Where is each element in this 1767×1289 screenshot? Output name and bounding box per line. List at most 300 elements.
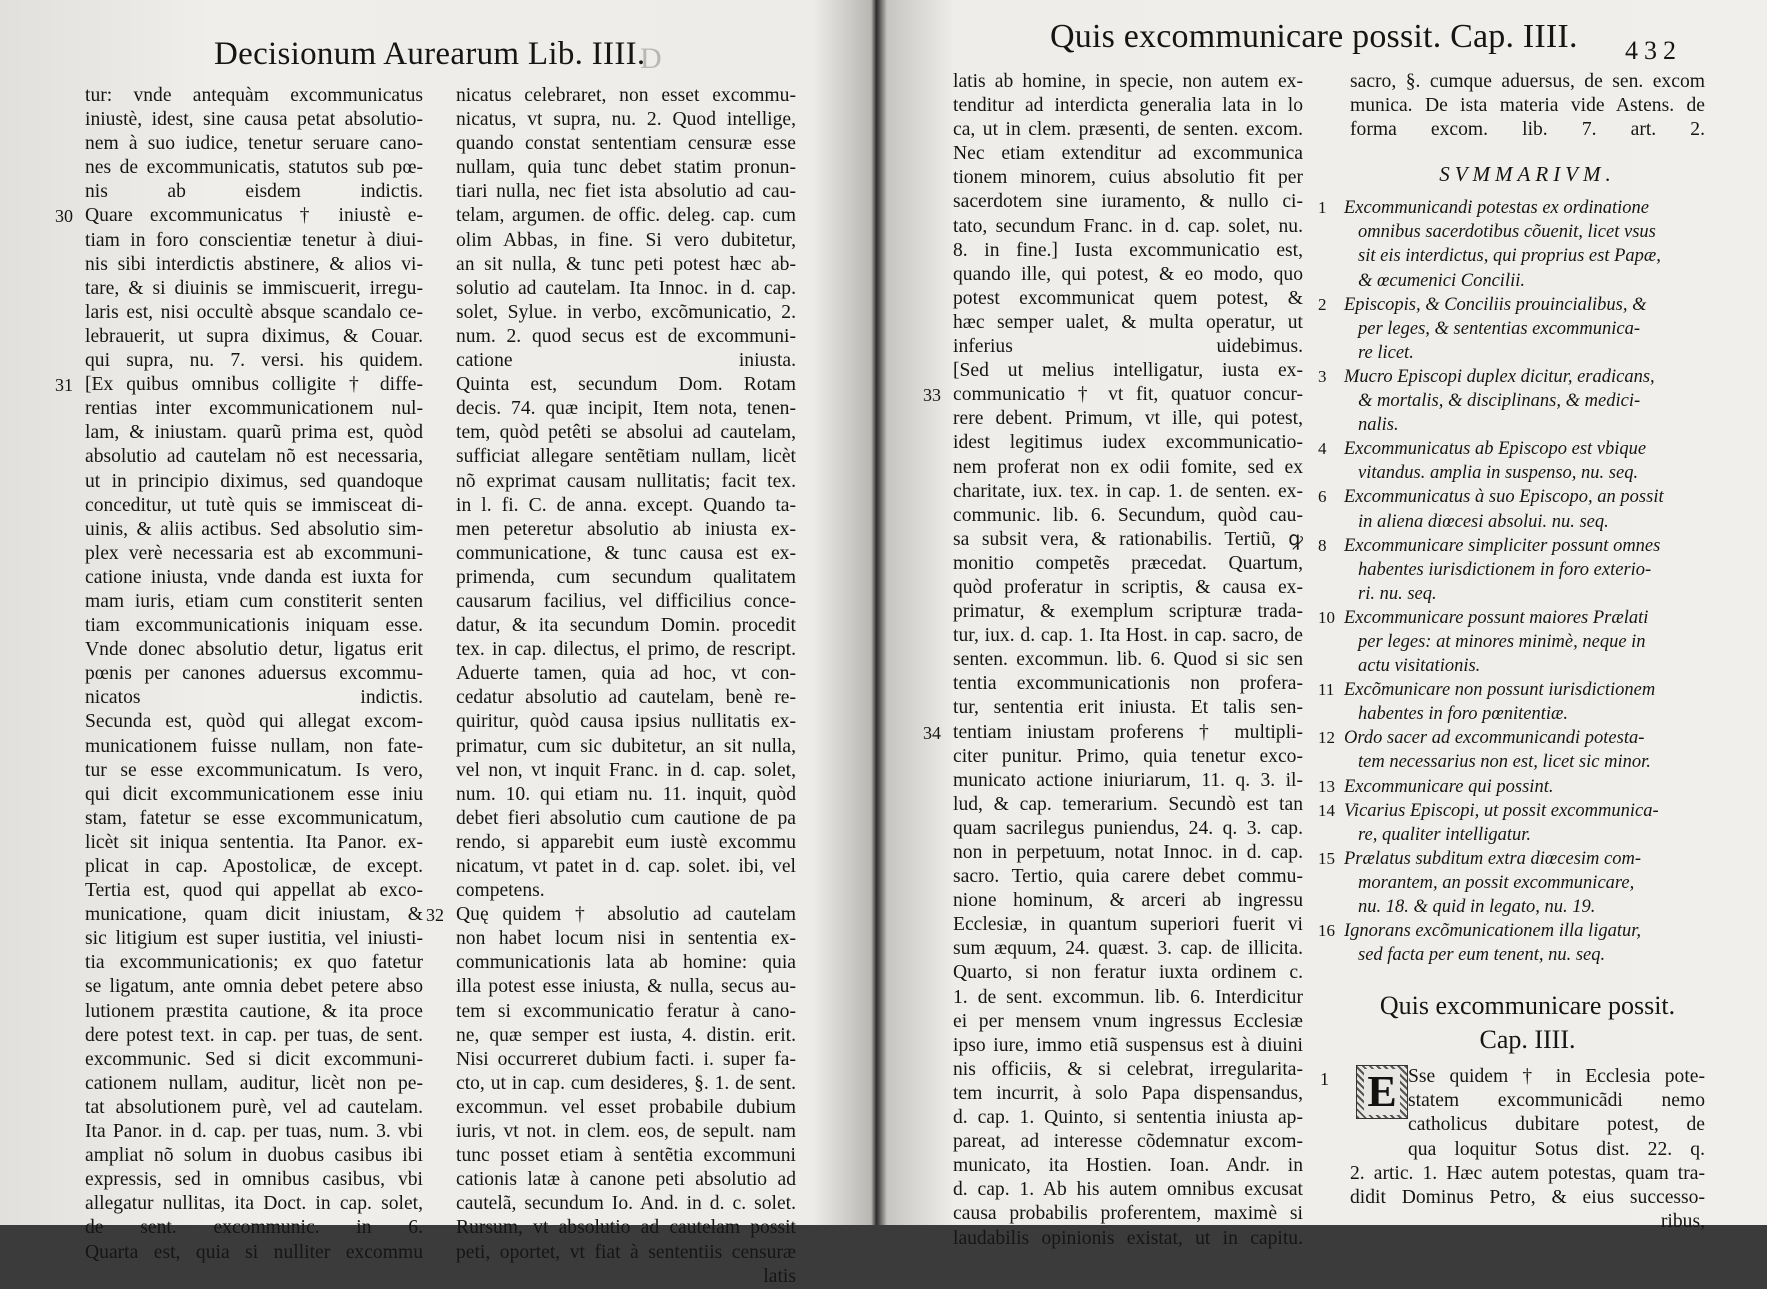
line-text: idest legitimus iudex excommunicatio- (953, 432, 1303, 454)
line-text: statem excommunicãdi nemo (1408, 1090, 1705, 1112)
line-text: rendo, si apparebit eum iustè excommu (456, 831, 796, 853)
line-text: 2. artic. 1. Hæc autem potestas, quam tra- (1350, 1162, 1705, 1184)
entry-number: 6 (1318, 487, 1327, 507)
entry-line: vitandus. amplia in suspenso, nu. seq. (1358, 463, 1639, 484)
line-text: excommun. vel esset probabile dubium (456, 1096, 796, 1118)
line-text: primenda, cum secundum qualitatem (456, 566, 796, 588)
running-header: Quis excommunicare possit. Cap. IIII. (1050, 18, 1578, 55)
text-line (456, 204, 796, 228)
line-text: iniustè, idest, sine causa petat absolutio- (85, 109, 423, 131)
line-text: ipso iure, immo etiã suspensus est à diuini (953, 1034, 1303, 1056)
line-text: qua loquitur Sotus dist. 22. q. (1408, 1138, 1705, 1160)
entry-line: ri. nu. seq. (1358, 583, 1437, 604)
line-text: ca, ut in clem. præsenti, de senten. excom. (953, 119, 1303, 141)
line-text: nes de excommunicatis, statutos sub pœ- (85, 157, 423, 179)
line-text: ribus, (1660, 1210, 1705, 1232)
text-line (953, 1130, 1303, 1154)
line-text: in l. fi. C. de anna. except. Quando ta- (456, 494, 796, 516)
line-text: tat absolutionem purè, vel ad cautelam. (85, 1096, 423, 1118)
entry-line: re licet. (1358, 342, 1414, 363)
entry-number: 15 (1318, 848, 1335, 868)
text-line (85, 855, 423, 879)
text-line (85, 927, 423, 951)
text-line (85, 542, 423, 566)
text-line (953, 1202, 1303, 1226)
entry-number: 8 (1318, 535, 1327, 555)
text-line (923, 721, 1303, 745)
line-text: nõ exprimat causam nullitatis; facit tex. (456, 470, 796, 492)
text-line (85, 903, 423, 927)
text-line (953, 1010, 1303, 1034)
line-text: competens. (456, 880, 545, 902)
entry-number: 14 (1318, 800, 1335, 820)
text-line (456, 975, 796, 999)
text-line (456, 1216, 796, 1240)
line-text: tem si excommunicatio feratur à cano- (456, 1000, 796, 1022)
text-line (456, 735, 796, 759)
left-page (0, 0, 870, 1287)
text-line (953, 1178, 1303, 1202)
line-text: peti, oportet, vt fiat à sententiis censuræ (456, 1241, 796, 1263)
text-line (953, 624, 1303, 648)
text-line (953, 528, 1303, 552)
line-text: Vnde donec absolutio detur, ligatus erit (85, 639, 423, 661)
line-text: Quare excommunicatus † iniustè e- (85, 205, 423, 227)
line-text: tiam excommunicationis iniquam esse. (85, 615, 423, 637)
line-text: tentia excommunicationis non profera- (953, 673, 1303, 695)
line-text: lutionem præstita cautione, & ita proce (85, 1000, 423, 1022)
line-text: men peteretur absolutio ab iniusta ex- (456, 518, 796, 540)
line-text: nem proferat non ex odii fomite, sed ex (953, 456, 1303, 478)
text-line (85, 494, 423, 518)
summarium-entry (1320, 437, 1705, 485)
line-text: ut in principio diximus, sed quandoque (85, 470, 423, 492)
line-text: sacro. Tertio, quia carere debet commu- (953, 866, 1303, 888)
text-line (953, 335, 1303, 359)
entry-line: Excommunicatus à suo Episcopo, an possit (1344, 487, 1664, 508)
text-line (85, 975, 423, 999)
text-line (456, 710, 796, 734)
summarium-entry (1320, 196, 1705, 292)
chapter-number: Cap. IIII. (1479, 1025, 1576, 1055)
text-line (953, 552, 1303, 576)
text-line (1350, 1065, 1705, 1089)
text-line (85, 1072, 423, 1096)
line-text: rentias inter excommunicationem nul- (85, 398, 423, 420)
line-text: vel non, vt inquit Franc. in d. cap. solet, (456, 759, 796, 781)
line-text: cto, ut in cap. cum desideres, §. 1. de sent. (456, 1072, 796, 1094)
entry-line: Ignorans excõmunicationem illa ligatur, (1344, 921, 1641, 942)
entry-line: in aliena diœcesi absolui. nu. seq. (1358, 511, 1609, 532)
text-line (85, 180, 423, 204)
line-text: cautelã, secundum Io. And. in d. c. solet. (456, 1193, 796, 1215)
text-line (85, 156, 423, 180)
line-text: tia excommunicationis; ex quo fatetur (85, 952, 423, 974)
line-text: mam iuris, etiam cum constiterit senten (85, 590, 423, 612)
line-text: latis ab homine, in specie, non autem ex- (953, 71, 1303, 92)
entry-line: Ordo sacer ad excommunicandi potesta- (1344, 728, 1645, 749)
line-text: tur se esse excommunicatum. Is vero, (85, 759, 423, 781)
summarium-entry (1320, 847, 1705, 919)
entry-number: 12 (1318, 728, 1335, 748)
line-text: allegatur nullitas, ita Doct. in cap. solet, (85, 1193, 423, 1215)
chapter-body (1320, 1065, 1705, 1234)
text-line (953, 239, 1303, 263)
text-line (953, 961, 1303, 985)
text-line (85, 445, 423, 469)
line-text: causarum facilius, vel difficilius conce- (456, 590, 796, 612)
text-line (953, 118, 1303, 142)
line-text: excommunic. Sed si dicit excommuni- (85, 1048, 423, 1070)
text-line (456, 831, 796, 855)
text-line (456, 421, 796, 445)
text-line (85, 614, 423, 638)
text-line (456, 1000, 796, 1024)
entry-line: & œcumenici Concilii. (1358, 270, 1525, 291)
line-text: municatione, quam dicit iniustam, & (85, 904, 423, 926)
line-text: an sit nulla, & tunc peti potest hæc ab- (456, 253, 796, 275)
text-line (953, 190, 1303, 214)
text-line (85, 783, 423, 807)
text-line (456, 277, 796, 301)
line-text: pareat, ad interesse cõdemnatur excom- (953, 1131, 1303, 1153)
text-line: forma excom. lib. 7. art. 2. (1350, 119, 1705, 141)
text-line (456, 1024, 796, 1048)
entry-line: Excommunicandi potestas ex ordinatione (1344, 198, 1650, 219)
text-line (85, 879, 423, 903)
line-text: de sent. excommunic. in 6. (85, 1217, 423, 1239)
text-line (456, 879, 796, 903)
line-text: tiari nulla, nec fiet ista absolutio ad cau- (456, 181, 796, 203)
line-text: iuris, vt not. in clem. eos, de sepult. nam (456, 1121, 796, 1143)
entry-line: nalis. (1358, 415, 1399, 436)
line-text: se ligatum, ante omnia debet petere abso (85, 976, 423, 998)
text-line (1350, 1138, 1705, 1162)
text-line (456, 445, 796, 469)
line-text: sufficiat allegare sentẽtiam nullam, licèt (456, 446, 796, 468)
line-text: lud, & cap. temerarium. Secundò est tan (953, 793, 1303, 815)
line-text: sa subsit vera, & rationabilis. Tertiũ, ꝙ (953, 528, 1303, 550)
text-line (85, 1144, 423, 1168)
text-line (953, 576, 1303, 600)
line-text: citer punitur. Primo, quia tenetur exco- (953, 745, 1303, 767)
text-line (85, 349, 423, 373)
text-line (85, 253, 423, 277)
line-text: tiam in foro conscientiæ tenetur à diui- (85, 229, 423, 251)
text-line (85, 1216, 423, 1240)
line-text: ne, quæ semper est iusta, 4. distin. erit. (456, 1024, 796, 1046)
line-text: conceditur, ut tutè quis se immisceat di- (85, 494, 423, 516)
text-line (456, 1072, 796, 1096)
text-line (85, 831, 423, 855)
line-text: nicatum, vt patet in d. cap. solet. ibi, vel (456, 856, 796, 877)
text-line (953, 817, 1303, 841)
summarium-title: SVMMARIVM. (1439, 162, 1616, 187)
text-line (456, 662, 796, 686)
line-text: nis officiis, & si celebrat, irregularita- (953, 1058, 1303, 1080)
text-column-3 (923, 70, 1303, 1251)
entry-line: morantem, an possit excommunicare, (1358, 872, 1635, 893)
text-line (85, 686, 423, 710)
line-text: tur, sententia erit iniusta. Et talis sen- (953, 697, 1303, 719)
text-line (85, 229, 423, 253)
text-line (456, 759, 796, 783)
text-line (953, 70, 1303, 94)
text-line (85, 132, 423, 156)
line-text: quando constat sententiam censuræ esse (456, 133, 796, 155)
summarium-entry (1320, 799, 1705, 847)
summarium-entry (1320, 726, 1705, 774)
text-line (953, 504, 1303, 528)
text-line (85, 84, 423, 108)
text-line (85, 301, 423, 325)
right-page (875, 0, 1767, 1249)
text-line (85, 1192, 423, 1216)
margin-number: 33 (923, 385, 941, 406)
line-text: 1. de sent. excommun. lib. 6. Interdicitur (953, 986, 1303, 1008)
line-text: Quarto, si non feratur iuxta ordinem c. (953, 962, 1303, 984)
text-line (456, 373, 796, 397)
line-text: pœnis per canones aduersus excommu- (85, 663, 423, 685)
line-text: communic. lib. 6. Secundum, quòd cau- (953, 504, 1303, 526)
line-text: municato, ita Hostien. Ioan. Andr. in (953, 1155, 1303, 1177)
text-column-4 (1318, 70, 1705, 1234)
text-line (456, 686, 796, 710)
line-text: catione iniusta, vnde danda est iuxta for (85, 566, 423, 588)
entry-line: & mortalis, & disciplinans, & medici- (1358, 391, 1641, 412)
text-line (953, 263, 1303, 287)
continued-text (1350, 70, 1705, 142)
text-line (456, 638, 796, 662)
line-text: nem à suo iudice, tenetur seruare cano- (85, 133, 423, 155)
summarium-entry (1320, 534, 1705, 606)
entry-line: Excommunicare possunt maiores Prælati (1344, 607, 1649, 628)
text-line (1350, 1162, 1705, 1186)
text-line (953, 359, 1303, 383)
line-text: Nec etiam extenditur ad excommunica (953, 143, 1303, 165)
text-line (953, 913, 1303, 937)
text-line (953, 696, 1303, 720)
text-line (85, 470, 423, 494)
chapter-text (1320, 1065, 1705, 1234)
line-text: senten. excommun. lib. 6. Quod si sic sen (953, 649, 1303, 671)
entry-line: per leges: at minores minimè, neque in (1358, 631, 1646, 652)
text-line (85, 807, 423, 831)
line-text: decis. 74. quæ incipit, Item nota, tenen- (456, 398, 796, 420)
text-line (953, 769, 1303, 793)
line-text: cedatur absolutio ad cautelam, benè re- (456, 687, 796, 709)
text-line (85, 710, 423, 734)
entry-number: 3 (1318, 366, 1327, 386)
line-text: [Ex quibus omnibus colligite † diffe- (85, 374, 423, 396)
text-line (1350, 1113, 1705, 1137)
line-text: nis sibi interdictis abstinere, & alios vi- (85, 253, 423, 275)
line-text: hæc semper ualet, & multa operatur, ut (953, 311, 1303, 333)
line-text: catione iniusta. (456, 350, 796, 372)
text-line (85, 1241, 423, 1265)
summarium-entry (1320, 293, 1705, 365)
text-line (953, 1106, 1303, 1130)
line-text: monitio competẽs præcedat. Quartum, (953, 552, 1303, 574)
text-line (456, 542, 796, 566)
text-line (85, 397, 423, 421)
text-line (456, 590, 796, 614)
line-text: primatur, & exemplum scripturæ trada- (953, 601, 1303, 623)
summarium-entry (1320, 606, 1705, 678)
line-text: num. 10. qui etiam nu. 11. inquit, quòd (456, 783, 796, 805)
text-line (456, 1048, 796, 1072)
text-line (456, 132, 796, 156)
line-text: 8. in fine.] Iusta excommunicatio est, (953, 239, 1303, 261)
line-text: qui dicit excommunicationem esse iniu (85, 783, 423, 805)
text-line (456, 325, 796, 349)
text-line (456, 180, 796, 204)
line-text: d. cap. 1. Ab his autem omnibus excusat (953, 1179, 1303, 1201)
line-text: telam, argumen. de offic. deleg. cap. cum (456, 205, 796, 227)
line-text: quam sacrilegus puniendus, 24. q. 3. cap. (953, 817, 1303, 839)
entry-line: actu visitationis. (1358, 656, 1481, 677)
text-line (456, 1265, 796, 1289)
text-line (953, 94, 1303, 118)
line-text: licèt sit iniqua sententia. Ita Panor. ex- (85, 831, 423, 853)
margin-number: 34 (923, 722, 941, 743)
entry-line: Mucro Episcopi duplex dicitur, eradicans, (1344, 366, 1655, 387)
text-line (456, 614, 796, 638)
line-text: latis (763, 1265, 796, 1287)
line-text: tenditur ad interdicta generalia lata in lo (953, 95, 1303, 117)
text-line (426, 903, 796, 927)
line-text: uinis, & aliis actibus. Sed absolutio sim- (85, 518, 423, 540)
entry-number: 16 (1318, 921, 1335, 941)
line-text: ei per mensem vnum ingressus Ecclesiæ (953, 1010, 1303, 1032)
text-line (456, 108, 796, 132)
text-line (456, 84, 796, 108)
page-number: 432 (1625, 36, 1682, 65)
line-text: tem, quòd petêti se absolui ad cautelam, (456, 422, 796, 444)
line-text: num. 2. quod secus est de excommuni- (456, 325, 796, 347)
margin-number: 32 (426, 905, 444, 926)
line-text: absolutio ad cautelam nõ est necessaria, (85, 446, 423, 468)
summarium-entry (1320, 678, 1705, 726)
line-text: sic litigium est super iustitia, vel iniusti- (85, 928, 423, 950)
line-text: stam, fatetur se esse excommunicatum, (85, 807, 423, 829)
line-text: potest excommunicat quem potest, & (953, 287, 1303, 309)
text-line (55, 373, 423, 397)
line-text: nullam, quia tunc debet statim pronun- (456, 157, 796, 179)
text-line (456, 494, 796, 518)
entry-line: sit eis interdictus, qui proprius est Papæ, (1358, 246, 1661, 267)
line-text: debet fieri absolutio cum cautione de pa (456, 807, 796, 829)
summarium-entry (1320, 485, 1705, 533)
text-line (85, 951, 423, 975)
text-line (456, 1168, 796, 1192)
line-text: charitate, iux. tex. in cap. 1. de senten. ex- (953, 480, 1303, 502)
line-text: Quarta est, quia si nulliter excommu (85, 1241, 423, 1263)
text-line (456, 1096, 796, 1120)
line-text: datur, & ita secundum Domin. procedit (456, 615, 796, 637)
text-line (456, 470, 796, 494)
line-text: nis ab eisdem indictis. (85, 181, 423, 203)
text-line (456, 807, 796, 831)
text-line (953, 1227, 1303, 1251)
entry-number: 4 (1318, 439, 1327, 459)
line-text: solet, Sylue. in verbo, excõmunicatio, 2. (456, 301, 796, 323)
line-text: dere potest text. in cap. per tuas, de sent. (85, 1024, 423, 1046)
line-text: municato actione iniuriarum, 11. q. 3. il- (953, 769, 1303, 791)
line-text: nicatus celebraret, non esset excommu- (456, 85, 796, 106)
line-text: catholicus dubitare potest, de (1408, 1114, 1705, 1136)
line-text: cationem nullam, auditur, licèt non pe- (85, 1072, 423, 1094)
line-text: Secunda est, quòd qui allegat excom- (85, 711, 423, 733)
line-text: non in perpetuum, notat Innoc. in d. cap. (953, 842, 1303, 863)
line-text: tionem minorem, cuius absolutio fit per (953, 167, 1303, 189)
entry-line: sed facta per eum tenent, nu. seq. (1358, 945, 1606, 966)
text-line (85, 1000, 423, 1024)
text-line (85, 662, 423, 686)
text-line (953, 142, 1303, 166)
text-column-1 (55, 84, 423, 1265)
text-line (456, 1241, 796, 1265)
line-text: tem incurrit, à solo Papa dispensandus, (953, 1082, 1303, 1104)
line-text: solutio ad cautelam. Ita Innoc. in d. cap. (456, 277, 796, 299)
text-line (953, 456, 1303, 480)
entry-number: 13 (1318, 776, 1335, 796)
entry-line: Excommunicatus ab Episcopo est vbique (1344, 439, 1647, 460)
text-line (456, 301, 796, 325)
line-text: cationis latæ à canone peti absolutio ad (456, 1169, 796, 1191)
entry-line: Episcopis, & Conciliis prouincialibus, & (1344, 294, 1647, 315)
text-line (953, 215, 1303, 239)
line-text: didit Dominus Petro, & eius successo- (1350, 1186, 1705, 1208)
line-text: tato, secundum Franc. in d. cap. solet, nu. (953, 215, 1303, 237)
entry-number: 1 (1318, 198, 1327, 218)
entry-line: habentes iurisdictionem in foro exterio- (1358, 559, 1652, 580)
text-line (456, 1144, 796, 1168)
text-line (953, 1082, 1303, 1106)
text-line (953, 1034, 1303, 1058)
text-line (85, 759, 423, 783)
text-line (923, 383, 1303, 407)
entry-line: Prælatus subditum extra diœcesim com- (1344, 848, 1642, 869)
line-text: [Sed ut melius intelligatur, iusta ex- (953, 360, 1303, 382)
line-text: tentiam iniustam proferens † multipli- (953, 721, 1303, 743)
line-text: quando ille, qui potest, & eo modo, quo (953, 263, 1303, 285)
line-text: quiritur, quòd causa ipsius nullitatis ex- (456, 711, 796, 733)
entry-line: omnibus sacerdotibus cõuenit, licet vsus (1358, 222, 1656, 243)
text-column-2 (426, 84, 796, 1289)
text-line (85, 421, 423, 445)
line-text: Ita Panor. in d. cap. per tuas, num. 3. vbi (85, 1121, 423, 1143)
text-line (456, 855, 796, 879)
line-text: tunc posset etiam à sentẽtia excommuni (456, 1145, 796, 1167)
text-line (953, 311, 1303, 335)
text-line (953, 407, 1303, 431)
text-line (953, 986, 1303, 1010)
text-line (1350, 1089, 1705, 1113)
text-line (85, 277, 423, 301)
line-text: quòd proferatur in scriptis, & causa ex- (953, 576, 1303, 598)
line-text: causa probabilis proferentem, maximè si (953, 1203, 1303, 1225)
running-header: Decisionum Aurearum Lib. IIII. (214, 36, 646, 72)
text-line (85, 590, 423, 614)
entry-line: Excõmunicare non possunt iurisdictionem (1344, 680, 1656, 701)
initial-letter: E (1364, 1069, 1399, 1115)
line-text: inferius uidebimus. (953, 336, 1303, 358)
text-line (85, 1048, 423, 1072)
text-line (85, 108, 423, 132)
entry-line: Excommunicare simpliciter possunt omnes (1344, 535, 1661, 556)
text-line (953, 431, 1303, 455)
